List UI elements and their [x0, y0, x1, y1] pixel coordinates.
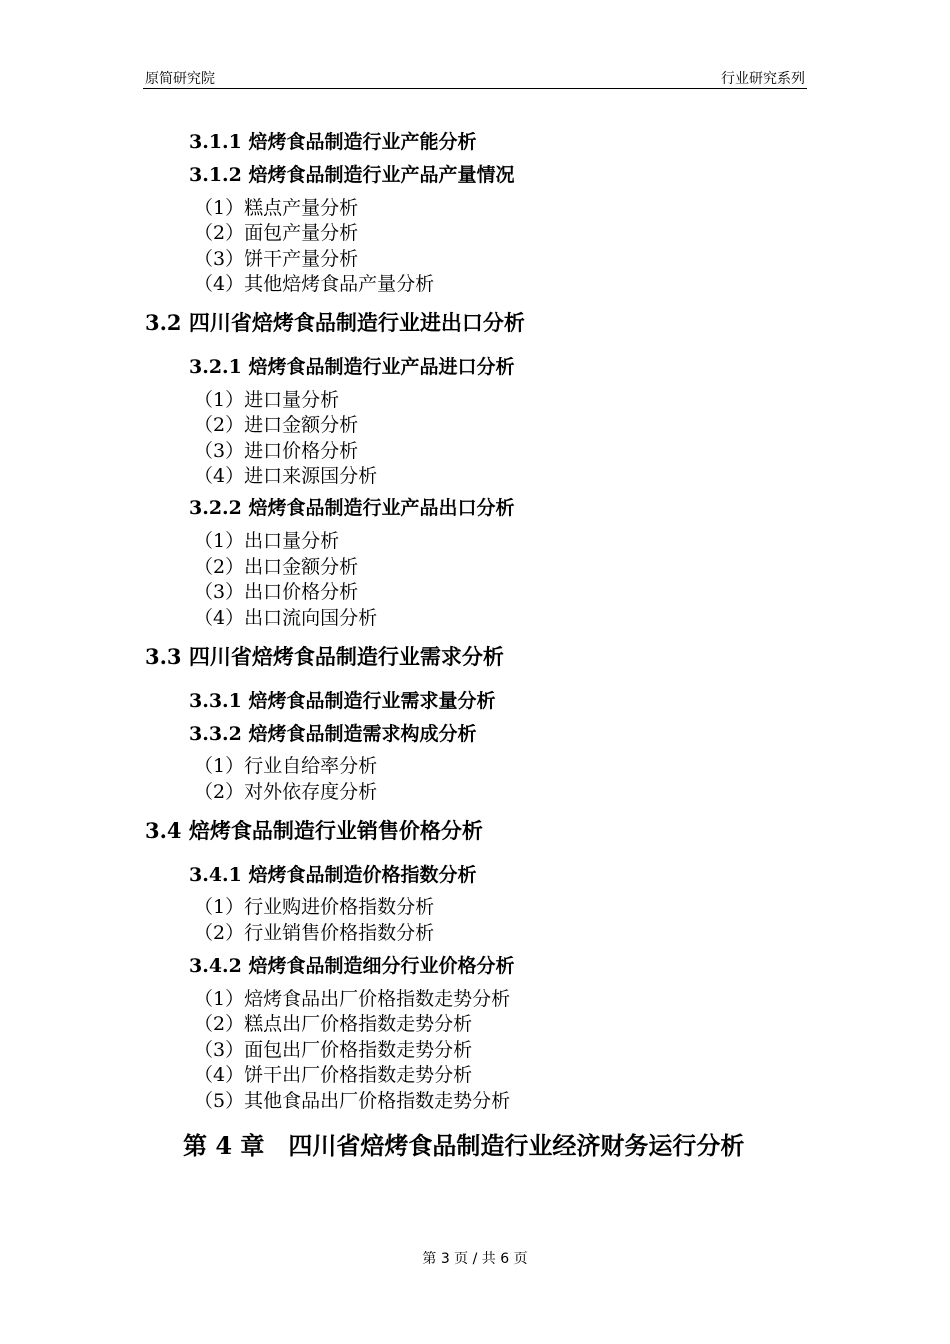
toc-item: （1）焙烤食品出厂价格指数走势分析 — [194, 988, 511, 1010]
section-heading: 3.3 四川省焙烤食品制造行业需求分析 — [145, 644, 504, 669]
toc-item: （3）进口价格分析 — [194, 440, 359, 462]
section-heading: 3.4 焙烤食品制造行业销售价格分析 — [145, 818, 483, 843]
subsection-heading: 3.2.1 焙烤食品制造行业产品进口分析 — [189, 356, 515, 378]
toc-item: （3）面包出厂价格指数走势分析 — [194, 1039, 473, 1061]
toc-item: （1）行业购进价格指数分析 — [194, 896, 435, 918]
subsection-heading: 3.2.2 焙烤食品制造行业产品出口分析 — [189, 497, 515, 519]
page-number: 第 3 页 / 共 6 页 — [422, 1251, 528, 1267]
toc-item: （4）出口流向国分析 — [194, 607, 378, 629]
toc-item: （4）饼干出厂价格指数走势分析 — [194, 1064, 473, 1086]
toc-item: （4）进口来源国分析 — [194, 465, 378, 487]
subsection-heading: 3.3.1 焙烤食品制造行业需求量分析 — [189, 690, 496, 712]
toc-item: （2）糕点出厂价格指数走势分析 — [194, 1013, 473, 1035]
toc-item: （3）饼干产量分析 — [194, 248, 359, 270]
toc-item: （3）出口价格分析 — [194, 581, 359, 603]
header-series: 行业研究系列 — [721, 71, 805, 87]
toc-item: （2）出口金额分析 — [194, 556, 359, 578]
subsection-heading: 3.1.1 焙烤食品制造行业产能分析 — [189, 131, 477, 153]
subsection-heading: 3.4.2 焙烤食品制造细分行业价格分析 — [189, 955, 515, 977]
toc-item: （4）其他焙烤食品产量分析 — [194, 273, 435, 295]
subsection-heading: 3.4.1 焙烤食品制造价格指数分析 — [189, 864, 477, 886]
toc-item: （1）行业自给率分析 — [194, 755, 378, 777]
section-heading: 3.2 四川省焙烤食品制造行业进出口分析 — [145, 310, 525, 335]
chapter-heading: 第 4 章 四川省焙烤食品制造行业经济财务运行分析 — [183, 1131, 745, 1160]
toc-item: （1）出口量分析 — [194, 530, 340, 552]
header-rule — [143, 88, 807, 89]
toc-item: （2）进口金额分析 — [194, 414, 359, 436]
toc-item: （1）进口量分析 — [194, 389, 340, 411]
toc-item: （1）糕点产量分析 — [194, 197, 359, 219]
toc-item: （5）其他食品出厂价格指数走势分析 — [194, 1090, 511, 1112]
subsection-heading: 3.3.2 焙烤食品制造需求构成分析 — [189, 723, 477, 745]
toc-item: （2）行业销售价格指数分析 — [194, 922, 435, 944]
toc-item: （2）面包产量分析 — [194, 222, 359, 244]
toc-item: （2）对外依存度分析 — [194, 781, 378, 803]
header-org: 原简研究院 — [145, 71, 215, 87]
subsection-heading: 3.1.2 焙烤食品制造行业产品产量情况 — [189, 164, 515, 186]
